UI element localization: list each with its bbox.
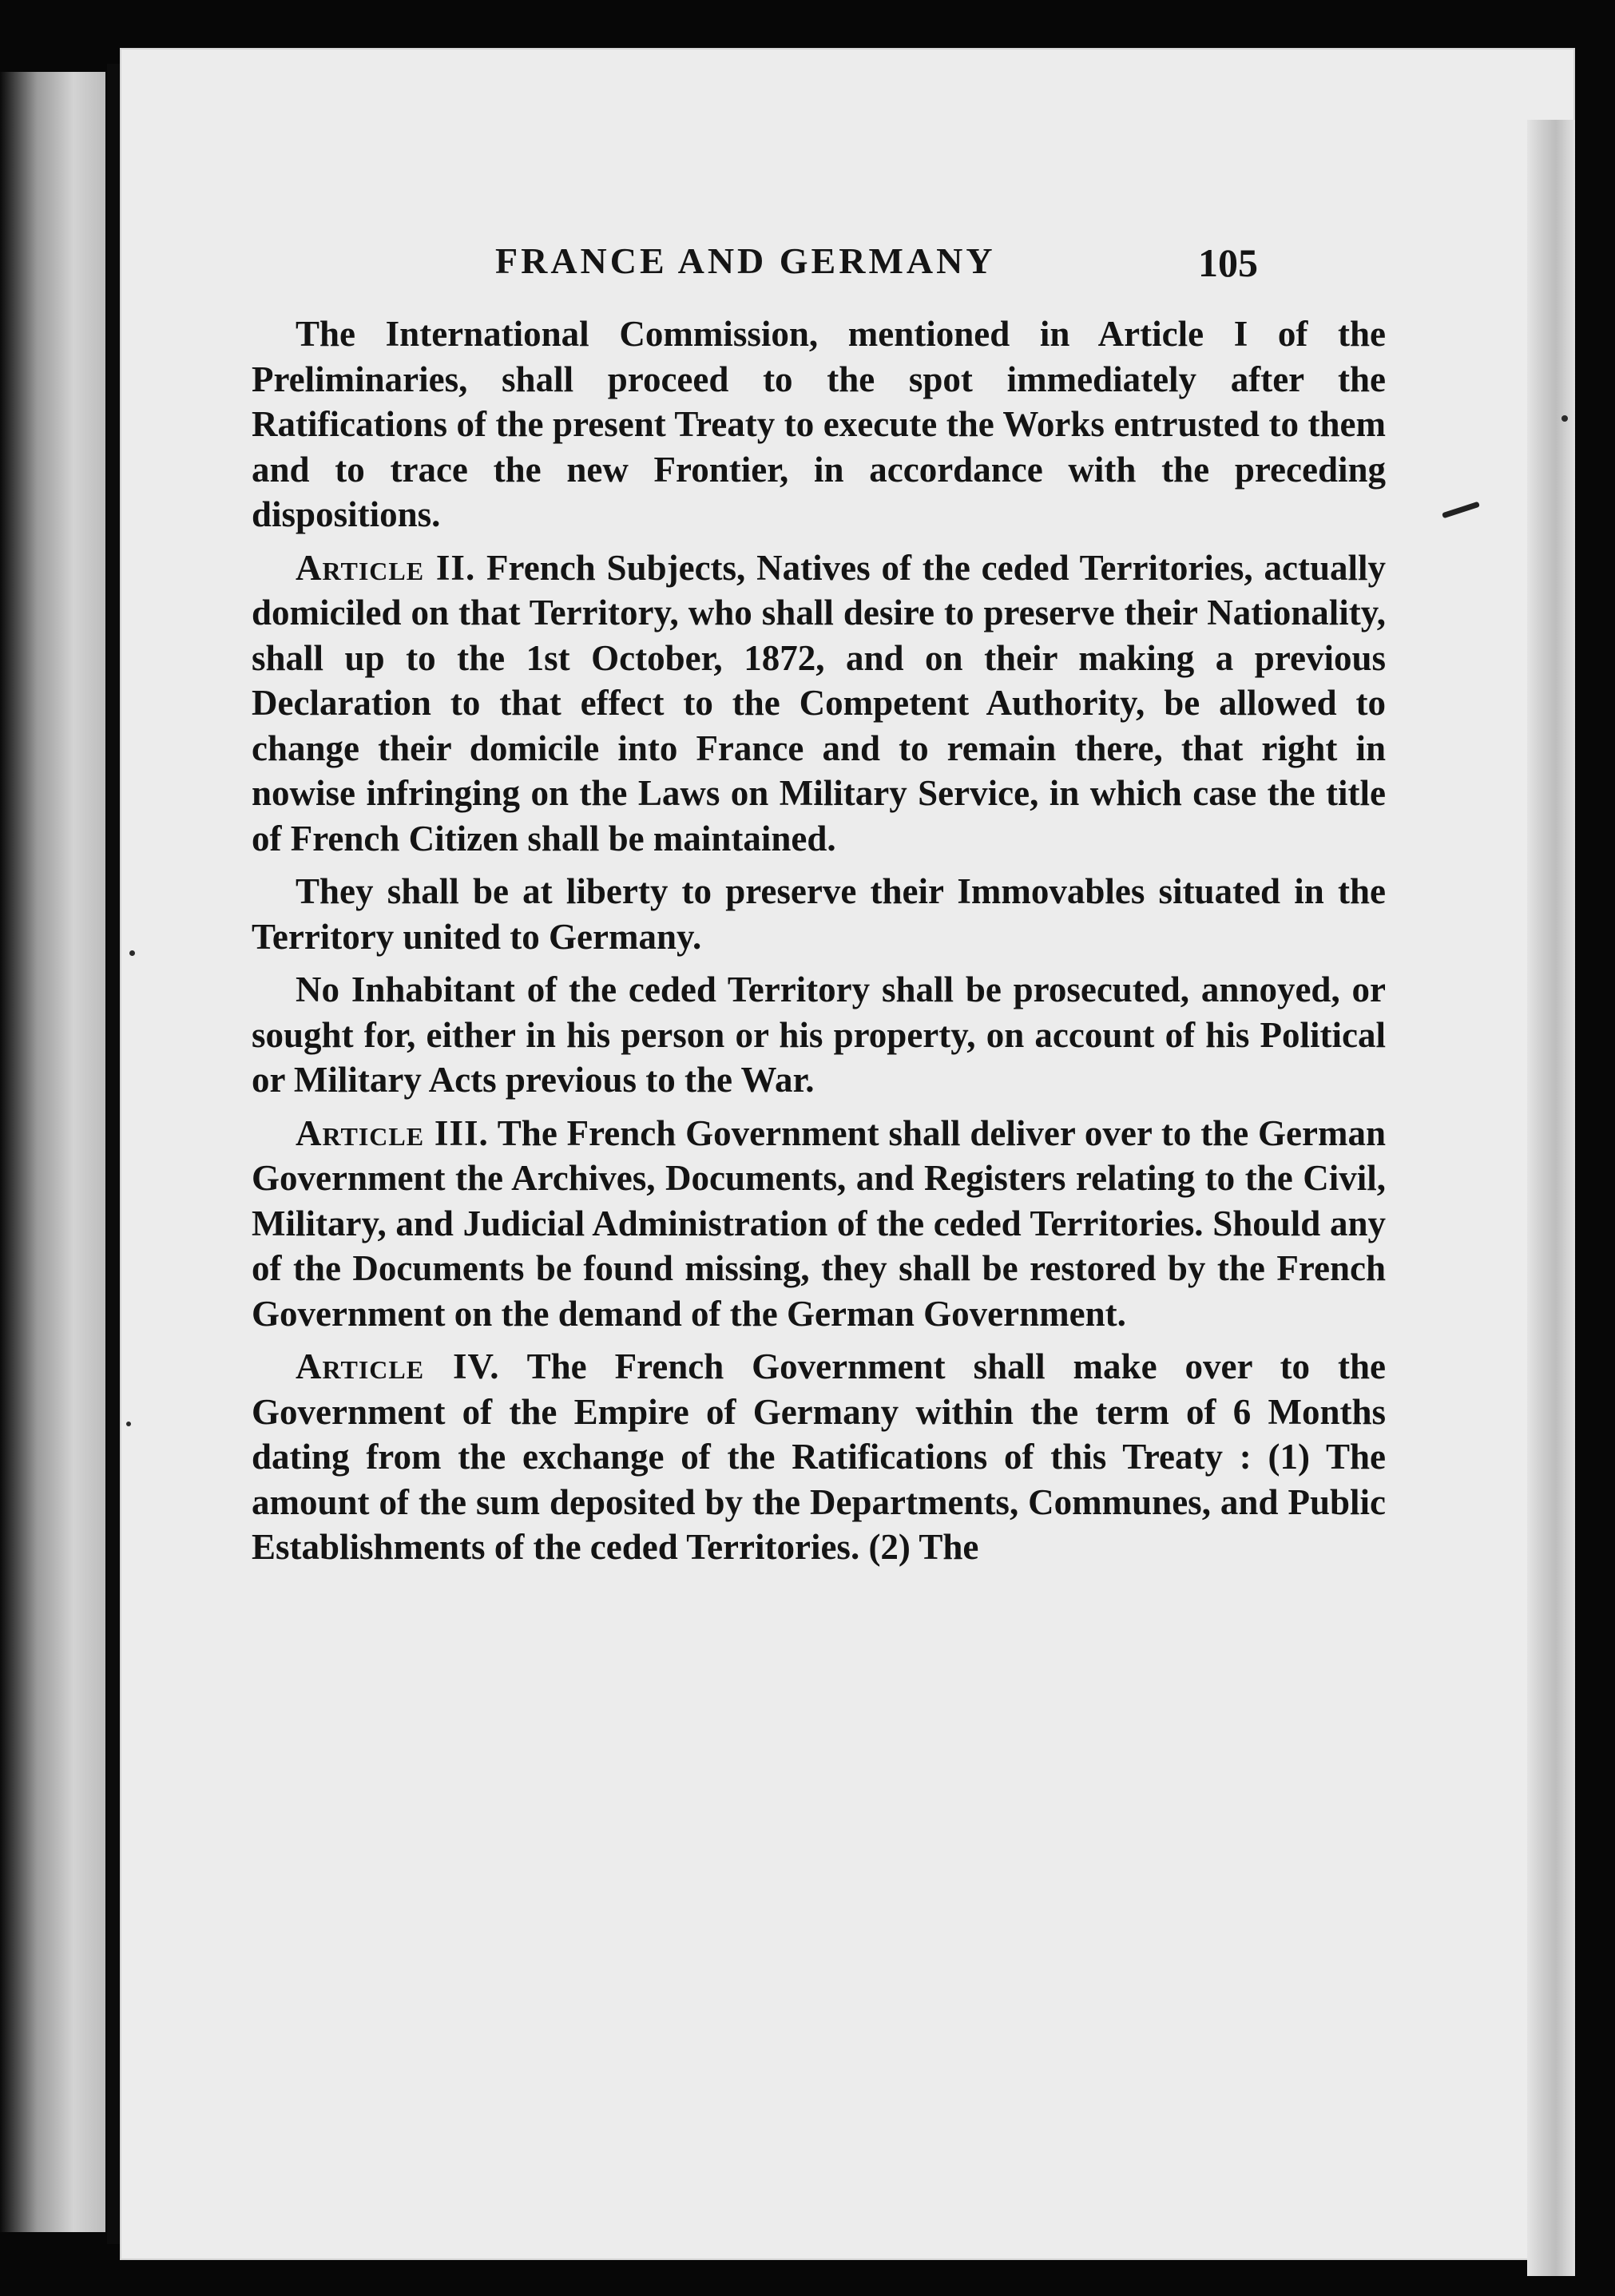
paragraph [252,1344,1386,1570]
running-head-title: FRANCE AND GERMANY [495,240,996,281]
article-heading: Article IV. [296,1346,500,1386]
article-heading: Article III. [296,1112,489,1153]
paragraph-text: French Subjects, Natives of the ceded Territories, actually domiciled on that Territory, who shall desire to preserve their Nationality, shall up to the 1st October, 1872, and on their making a previous Declaration to that effect to the Competent Authority, be allowed to change their domicile into France and to remain there, that right in nowise infringing on the Laws on Military Service, in which case the title of French Citizen shall be maintained. [252,547,1386,859]
paragraph-text: The International Commission, mentioned in Article I of the Preliminaries, shall proceed to the spot immediately after the Ratifications of the present Treaty to execute the Works entrusted to them and to trace the new Frontier, in accordance with the preceding dispositions. [252,314,1386,534]
margin-pencil-mark [1442,502,1480,518]
paragraph [252,311,1386,537]
paragraph [252,1111,1386,1337]
scan-speck [129,950,135,956]
paragraph [252,545,1386,862]
paragraph-text: The French Government shall deliver over to the German Government the Archives, Documents, and Registers relating to the Civil, Military, and Judicial Administration of the ceded Territories. Should any of the Documents be found missing, they shall be restored by the French Government on the demand of the German Government. [252,1112,1386,1334]
page-number: 105 [1198,240,1258,285]
paragraph-text: No Inhabitant of the ceded Territory shall be prosecuted, annoyed, or sought for, either in his person or his property, on account of his Political or Military Acts previous to the War. [252,970,1386,1100]
running-head [120,240,1575,295]
body-text [252,311,1386,1578]
paragraph-text: The French Government shall make over to the Government of the Empire of Germany within the term of 6 Months dating from the exchange of the Ratifications of this Treaty : (1) The amount of the sum deposited by the Departments, Communes, and Public Establishments of the ceded Territories. (2) The [252,1346,1386,1567]
paragraph [252,869,1386,959]
article-heading: Article II. [296,547,476,588]
page-fore-edge [1527,120,1575,2276]
paragraph [252,967,1386,1103]
scan-speck [1561,415,1568,422]
paragraph-text: They shall be at liberty to preserve their Immovables situated in the Territory united to Germany. [252,871,1386,957]
scan-speck [126,1422,131,1426]
book-page [120,48,1575,2260]
adjacent-page-edge [0,72,105,2232]
book-gutter [107,64,120,2244]
